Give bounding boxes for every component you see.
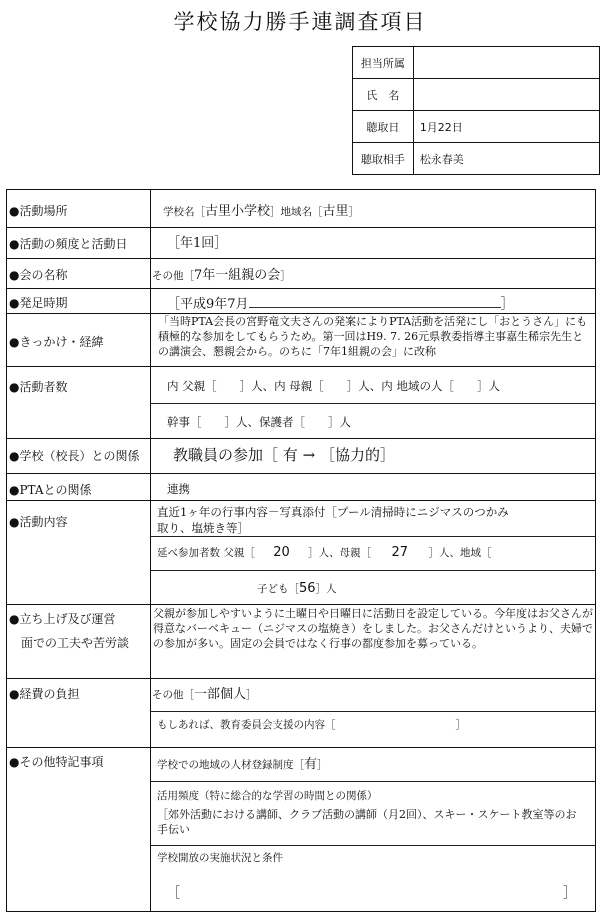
sub-divider — [150, 403, 595, 404]
row-divider — [7, 438, 595, 439]
usage-frequency-label: 活用頻度（特に総合的な学習の時間との関係） — [157, 790, 378, 802]
info-label: 聴取日 — [353, 111, 414, 143]
label-other-notes: ●その他特記事項 — [9, 755, 104, 769]
mother-count: 27 — [391, 545, 409, 560]
row-divider — [7, 500, 595, 501]
sub-divider — [150, 845, 595, 846]
info-label: 担当所属 — [353, 47, 414, 79]
school-open-label: 学校開放の実施状況と条件 — [157, 852, 283, 864]
origin-text: 「当時PTA会長の宮野竜文夫さんの発案によりPTA活動を活発にし「おとうさん」にも積極的な参加をしてもらうため。第一回はH9. 7. 26元県教委指導主事嘉生稀宗先生との講演会、懇親会から。のちに「7年1組親の会」に改称 — [158, 315, 588, 358]
label-effort-2: 面での工夫や苦労談 — [21, 636, 130, 650]
content-line-2: 取り、塩焼き等］ — [157, 521, 249, 535]
sub-divider — [150, 781, 595, 782]
start-date-value: ［平成9年7月 ］ — [167, 297, 514, 312]
sub-divider — [150, 570, 595, 571]
label-group-name: ●会の名称 — [9, 268, 68, 282]
label-activity-content: ●活動内容 — [9, 515, 68, 529]
children-count: 子ども［56］人 — [257, 581, 337, 596]
sub-divider — [150, 536, 595, 537]
participant-counts: 延べ参加者数 父親［ 20 ］人、母親［ 27 ］人、地域［ — [157, 545, 492, 560]
label-pta-relation: ●PTAとの関係 — [9, 483, 92, 497]
school-name: 古里小学校 — [205, 204, 271, 219]
group-name-value: その他［7年一組親の会］ — [152, 268, 291, 283]
interviewee: 松永春美 — [413, 143, 599, 175]
school-open-bracket-right: ］ — [563, 886, 577, 901]
row-divider — [7, 678, 595, 679]
cost-value: その他［一部個人］ — [152, 687, 257, 702]
row-divider — [7, 288, 595, 289]
sub-divider — [150, 711, 595, 712]
usage-frequency-text: ［郊外活動における講師、クラブ活動の講師（月2回）、スキー・スケート教室等のお手伝い — [157, 808, 577, 836]
page-title: 学校協力勝手連調査項目 — [173, 10, 427, 34]
row-divider — [7, 604, 595, 605]
row-divider — [7, 227, 595, 228]
teacher-participation: 有 — [282, 446, 298, 464]
label-start-date: ●発足時期 — [9, 296, 68, 310]
pta-relation-value: 連携 — [167, 482, 190, 496]
frequency-value: ［年1回］ — [167, 236, 228, 251]
school-open-bracket-left: ［ — [167, 886, 181, 901]
talent-registry: 学校での地域の人材登録制度［有］ — [157, 757, 328, 772]
info-label: 氏 名 — [353, 79, 414, 111]
info-value — [413, 47, 599, 79]
row-divider — [7, 258, 595, 259]
info-label: 聴取相手 — [353, 143, 414, 175]
label-cost: ●経費の負担 — [9, 687, 80, 701]
label-location: ●活動場所 — [9, 204, 68, 218]
effort-text: 父親が参加しやすいように土曜日や日曜日に活動日を設定している。今年度はお父さんが得意なバーベキュー（ニジマスの塩焼き）をしました。お父さんだけというより、夫婦での参加が多い。固定の会員ではなく行事の都度参加を募っている。 — [153, 607, 593, 650]
row-divider — [7, 747, 595, 748]
label-effort-1: ●立ち上げ及び運営 — [9, 612, 116, 626]
arrow-icon: → — [302, 446, 316, 464]
label-frequency: ●活動の頻度と活動日 — [9, 237, 128, 251]
survey-form — [6, 189, 596, 912]
school-relation-value: 教職員の参加［ 有 → ［協力的］ — [173, 446, 395, 464]
father-count: 20 — [273, 545, 290, 560]
row-divider — [7, 473, 595, 474]
label-members: ●活動者数 — [9, 380, 68, 394]
info-value — [413, 79, 599, 111]
label-school-relation: ●学校（校長）との関係 — [9, 449, 140, 463]
row-divider — [7, 366, 595, 367]
interview-info-table — [352, 46, 600, 175]
members-line-2: 幹事［ ］人、保護者［ ］人 — [167, 415, 351, 429]
content-line-1: 直近1ヶ年の行事内容－写真添付［プール清掃時にニジマスのつかみ — [157, 505, 509, 519]
members-line-1: 内 父親［ ］人、内 母親［ ］人、内 地域の人［ ］人 — [167, 379, 500, 393]
board-support: もしあれば、教育委員会支援の内容［ ］ — [157, 719, 466, 731]
area-name: 古里 — [322, 204, 349, 219]
location-value: 学校名［古里小学校］地域名［古里］ — [163, 204, 360, 219]
interview-date: 1月22日 — [413, 111, 599, 143]
column-divider — [150, 190, 151, 911]
label-origin: ●きっかけ・経緯 — [9, 335, 104, 349]
